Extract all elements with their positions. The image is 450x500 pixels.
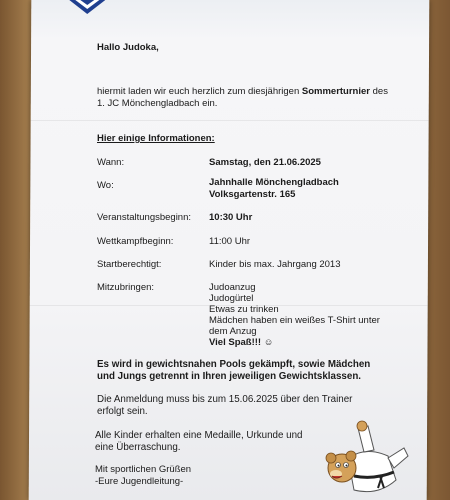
bring-item: Judogürtel bbox=[209, 293, 254, 304]
pools-line-2: und Jungs getrennt in Ihren jeweiligen Gewichtsklassen. bbox=[97, 371, 362, 382]
bring-item: Mädchen haben ein weißes T-Shirt unter bbox=[209, 315, 380, 326]
greeting: Hallo Judoka, bbox=[97, 42, 159, 53]
row-label-start: Veranstaltungsbeginn: bbox=[97, 212, 192, 223]
row-label-competition: Wettkampfbeginn: bbox=[97, 236, 174, 247]
prize-line-2: eine Überraschung. bbox=[95, 442, 181, 453]
row-value-competition: 11:00 Uhr bbox=[209, 236, 251, 247]
paper-crease bbox=[31, 120, 429, 121]
row-label-eligible: Startberechtigt: bbox=[97, 259, 162, 270]
intro-line-2: 1. JC Mönchengladbach ein. bbox=[97, 98, 218, 109]
judo-mascot-icon bbox=[318, 418, 410, 500]
registration-line-1: Die Anmeldung muss bis zum 15.06.2025 über den Trainer bbox=[97, 394, 353, 405]
bring-item: Etwas zu trinken bbox=[209, 304, 279, 315]
row-label-when: Wann: bbox=[97, 157, 125, 168]
row-value-when: Samstag, den 21.06.2025 bbox=[209, 157, 321, 168]
closing-line-1: Mit sportlichen Grüßen bbox=[95, 464, 192, 475]
row-label-where: Wo: bbox=[97, 180, 114, 191]
club-logo-icon bbox=[69, 0, 105, 14]
prize-line-1: Alle Kinder erhalten eine Medaille, Urkunde und bbox=[95, 430, 303, 441]
bring-item: Judoanzug bbox=[209, 282, 256, 293]
registration-line-2: erfolgt sein. bbox=[97, 406, 148, 417]
tournament-name: Sommerturnier bbox=[301, 86, 370, 97]
row-value-where: Jahnhalle Mönchengladbach bbox=[209, 177, 339, 188]
row-label-bring: Mitzubringen: bbox=[97, 282, 155, 293]
pools-line-1: Es wird in gewichtsnahen Pools gekämpft, sowie Mädchen bbox=[97, 359, 371, 370]
info-heading: Hier einige Informationen: bbox=[97, 133, 215, 144]
intro-line-1 bbox=[97, 86, 388, 97]
fun-note: Viel Spaß!!! ☺ bbox=[209, 337, 274, 348]
bring-item: dem Anzug bbox=[209, 326, 257, 337]
row-value-address: Volksgartenstr. 165 bbox=[209, 189, 296, 200]
closing-line-2: -Eure Jugendleitung- bbox=[95, 476, 184, 487]
row-value-start: 10:30 Uhr bbox=[209, 212, 253, 223]
intro-text-end: des bbox=[369, 86, 388, 97]
row-value-eligible: Kinder bis max. Jahrgang 2013 bbox=[209, 259, 341, 270]
intro-text: hiermit laden wir euch herzlich zum diesjährigen bbox=[97, 86, 302, 97]
